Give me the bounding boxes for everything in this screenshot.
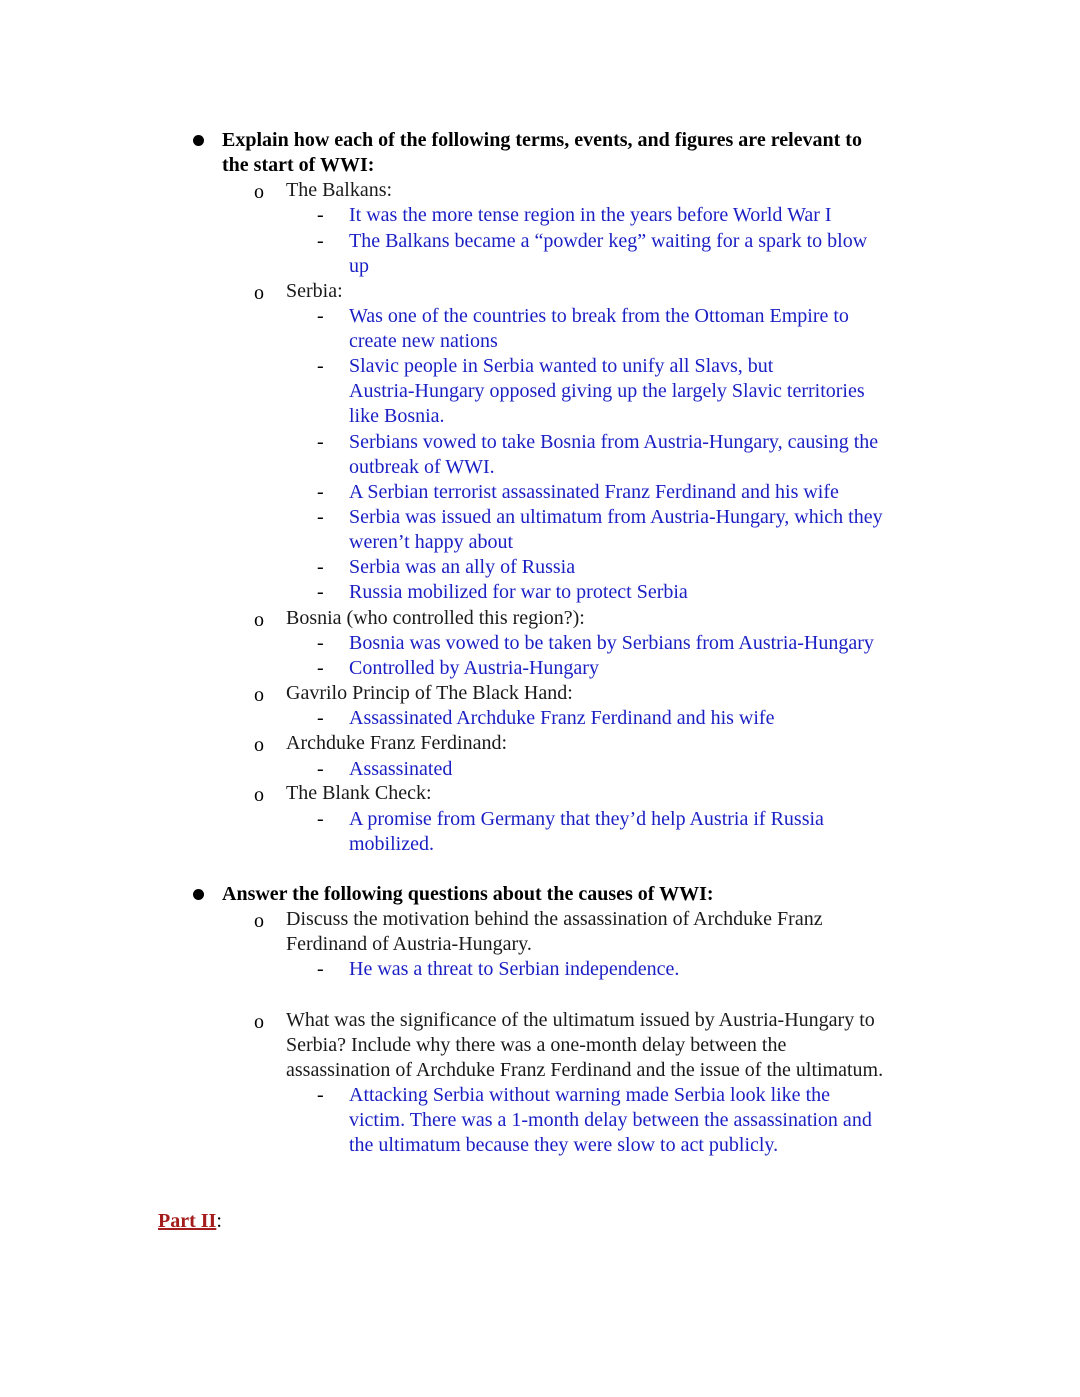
dash-bullet-icon: - [317, 707, 324, 729]
question-line: What was the significance of the ultimatum issued by Austria-Hungary to [286, 1009, 875, 1031]
term-label: Gavrilo Princip of The Black Hand: [286, 682, 573, 704]
question-line: Serbia? Include why there was a one-month delay between the [286, 1034, 787, 1056]
circle-bullet-icon: o [254, 784, 264, 806]
answer-line: Was one of the countries to break from the Ottoman Empire to [349, 305, 849, 327]
term-label: The Blank Check: [286, 782, 432, 804]
answer-line: He was a threat to Serbian independence. [349, 958, 680, 980]
dash-bullet-icon: - [317, 958, 324, 980]
answer-line: create new nations [349, 330, 498, 352]
answer-line: Serbia was an ally of Russia [349, 556, 576, 578]
answer-line: the ultimatum because they were slow to act publicly. [349, 1134, 779, 1156]
answer-line: The Balkans became a “powder keg” waiting for a spark to blow [349, 230, 868, 252]
dash-bullet-icon: - [317, 808, 324, 830]
answer-line: mobilized. [349, 833, 434, 855]
bullet-icon [193, 889, 204, 900]
dash-bullet-icon: - [317, 204, 324, 226]
answer-line: Serbians vowed to take Bosnia from Austria-Hungary, causing the [349, 431, 879, 453]
answer-line: victim. There was a 1-month delay between the assassination and [349, 1109, 872, 1131]
answer-line: Austria-Hungary opposed giving up the largely Slavic territories [349, 380, 865, 402]
answer-line: A promise from Germany that they’d help Austria if Russia [349, 808, 824, 830]
circle-bullet-icon: o [254, 609, 264, 631]
dash-bullet-icon: - [317, 355, 324, 377]
term-label: Bosnia (who controlled this region?): [286, 607, 585, 629]
circle-bullet-icon: o [254, 1011, 264, 1033]
question-line: assassination of Archduke Franz Ferdinand and the issue of the ultimatum. [286, 1059, 884, 1081]
bullet-icon [193, 135, 204, 146]
part-title-suffix: : [216, 1210, 222, 1232]
circle-bullet-icon: o [254, 181, 264, 203]
dash-bullet-icon: - [317, 431, 324, 453]
part-heading [158, 1209, 222, 1234]
question-line: Ferdinand of Austria-Hungary. [286, 933, 532, 955]
answer-line: Slavic people in Serbia wanted to unify all Slavs, but [349, 355, 774, 377]
answer-line: It was the more tense region in the years before World War I [349, 204, 832, 226]
circle-bullet-icon: o [254, 684, 264, 706]
answer-line: Serbia was issued an ultimatum from Austria-Hungary, which they [349, 506, 883, 528]
dash-bullet-icon: - [317, 230, 324, 252]
answer-line: A Serbian terrorist assassinated Franz Ferdinand and his wife [349, 481, 839, 503]
answer-line: Attacking Serbia without warning made Serbia look like the [349, 1084, 830, 1106]
question-line: Discuss the motivation behind the assassination of Archduke Franz [286, 908, 823, 930]
answer-line: outbreak of WWI. [349, 456, 495, 478]
dash-bullet-icon: - [317, 506, 324, 528]
answer-line: Bosnia was vowed to be taken by Serbians from Austria-Hungary [349, 632, 874, 654]
part-title: Part II [158, 1210, 217, 1232]
dash-bullet-icon: - [317, 758, 324, 780]
answer-line: Controlled by Austria-Hungary [349, 657, 599, 679]
section2-heading: Answer the following questions about the causes of WWI: [222, 883, 714, 905]
section1-heading-line2: the start of WWI: [222, 154, 375, 176]
answer-line: Assassinated Archduke Franz Ferdinand and his wife [349, 707, 775, 729]
section1-heading-line1: Explain how each of the following terms, events, and figures are relevant to [222, 129, 862, 151]
circle-bullet-icon: o [254, 910, 264, 932]
answer-line: Russia mobilized for war to protect Serbia [349, 581, 688, 603]
answer-line: weren’t happy about [349, 531, 514, 553]
dash-bullet-icon: - [317, 581, 324, 603]
dash-bullet-icon: - [317, 481, 324, 503]
answer-line: like Bosnia. [349, 405, 445, 427]
dash-bullet-icon: - [317, 305, 324, 327]
answer-line: Assassinated [349, 758, 453, 780]
circle-bullet-icon: o [254, 282, 264, 304]
dash-bullet-icon: - [317, 1084, 324, 1106]
dash-bullet-icon: - [317, 556, 324, 578]
answer-line: up [349, 255, 369, 277]
term-label: Serbia: [286, 280, 343, 302]
term-label: The Balkans: [286, 179, 393, 201]
term-label: Archduke Franz Ferdinand: [286, 732, 508, 754]
dash-bullet-icon: - [317, 657, 324, 679]
circle-bullet-icon: o [254, 734, 264, 756]
dash-bullet-icon: - [317, 632, 324, 654]
